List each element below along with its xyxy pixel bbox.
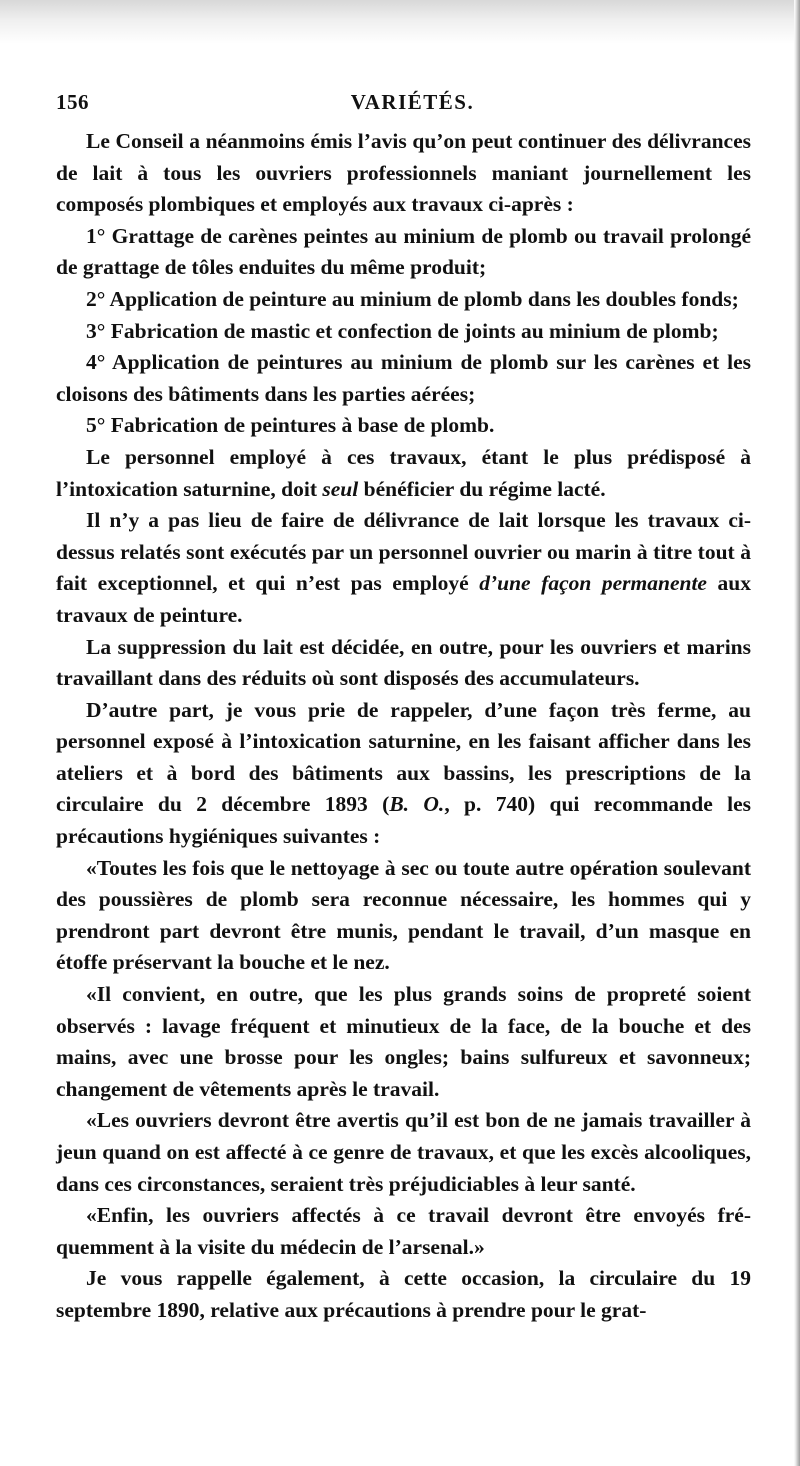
- body-text: [56, 126, 751, 1327]
- quoted-paragraph: «Toutes les fois que le nettoyage à sec ou toute autre opération soulevant des poussières de plomb sera reconnue nécessaire, les hommes qui y prendront part devront être munis, pendant le travail, d’un masque en étoffe préservant la bouche et le nez.: [56, 855, 751, 975]
- emphasis: B. O.: [389, 792, 445, 817]
- text-run: Le personnel employé à ces travaux, étant le plus prédisposé à l’intoxication saturnine, doit: [56, 444, 751, 501]
- text-run: Il n’y a pas lieu de faire de délivrance de lait lorsque les travaux ci-dessus relatés sont exécutés par un personnel ouvrier ou marin à titre tout à fait exceptionnel, et qui n’est pas employé: [56, 508, 751, 596]
- list-item-5: 5° Fabrication de peintures à base de plomb.: [86, 413, 495, 438]
- paragraph: [56, 695, 751, 853]
- quoted-paragraph: «Enfin, les ouvriers affectés à ce travail devront être envoyés fréquemment à la visite du médecin de l’arsenal.»: [56, 1203, 751, 1259]
- paragraph: La suppression du lait est décidée, en outre, pour les ouvriers et marins travaillant dans des réduits où sont disposés des accumulateurs.: [56, 634, 751, 691]
- page-right-shadow: [794, 0, 800, 1466]
- list-item-4: 4° Application de peintures au minium de plomb sur les carènes et les cloisons des bâtiments dans les parties aérées;: [56, 350, 751, 406]
- page-header: [56, 90, 751, 118]
- paragraph: [56, 442, 751, 505]
- paragraph: Le Conseil a néanmoins émis l’avis qu’on peut continuer des délivrances de lait à tous les ouvriers professionnels maniant journellement les composés plombiques et employés aux travaux ci-après :: [56, 129, 751, 217]
- emphasis: d’une façon permanente: [479, 571, 707, 596]
- paragraph: [56, 505, 751, 631]
- list-item-2: 2° Application de peinture au minium de plomb dans les doubles fonds;: [86, 286, 739, 311]
- page-number: 156: [56, 90, 89, 114]
- running-title: VARIÉTÉS.: [350, 90, 475, 114]
- text-run: D’autre part, je vous prie de rappeler, d’une façon très ferme, au personnel exposé à l’intoxication saturnine, en les faisant afficher dans les ateliers et à bord des bâtiments aux bassins, les prescriptions de la circulaire du 2 décembre 1893 (: [56, 697, 751, 817]
- paragraph: Je vous rappelle également, à cette occasion, la circulaire du 19 septembre 1890, relative aux précautions à prendre pour le grat-: [56, 1266, 751, 1322]
- quoted-paragraph: «Les ouvriers devront être avertis qu’il est bon de ne jamais travailler à jeun quand on est affecté à ce genre de travaux, et que les excès alcooliques, dans ces circonstances, seraient très préjudiciables à leur santé.: [56, 1108, 751, 1196]
- quoted-paragraph: «Il convient, en outre, que les plus grands soins de propreté soient observés : lavage fréquent et minutieux de la face, de la bouche et des mains, avec une brosse pour les ongles; bains sulfureux et savonneux; changement de vêtements après le travail.: [56, 982, 751, 1101]
- text-run: bénéficier du régime lacté.: [358, 476, 606, 501]
- list-item-3: 3° Fabrication de mastic et confection de joints au minium de plomb;: [86, 318, 719, 343]
- text-run: , p. 740) qui recommande les précautions hygiéniques suivantes :: [56, 792, 751, 849]
- list-item-1: 1° Grattage de carènes peintes au minium de plomb ou travail prolongé de grattage de tôles enduites du même produit;: [56, 223, 751, 280]
- text-run: aux travaux de peinture.: [56, 571, 751, 627]
- page-top-shadow: [0, 0, 800, 44]
- emphasis: seul: [322, 476, 359, 501]
